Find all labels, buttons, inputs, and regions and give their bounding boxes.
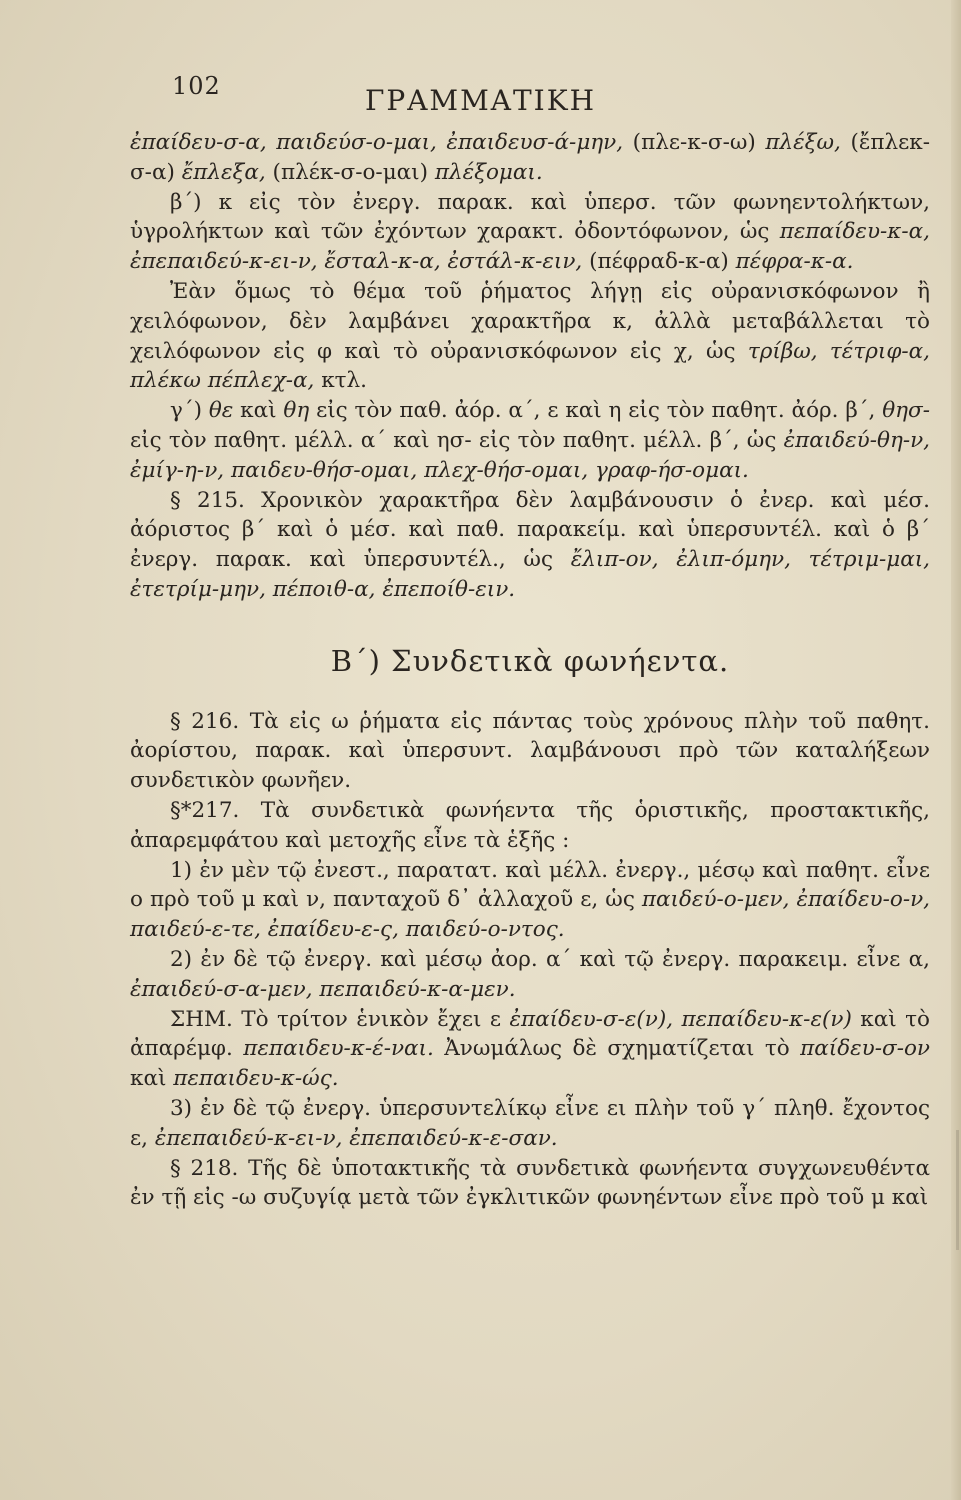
paragraph	[130, 188, 930, 277]
text-run: 1) ἐν μὲν τῷ ἐνεστ., παρατατ. καὶ μέλλ. ἐνεργ., μέσῳ καὶ παθητ. εἶνε ο πρὸ τοῦ μ καὶ ν, πανταχοῦ δ᾽ ἀλλαχοῦ ε, ὡς	[130, 857, 930, 913]
text-run: 3) ἐν δὲ τῷ ἐνεργ. ὑπερσυντελίκῳ εἶνε ει πλὴν τοῦ γ΄ πληθ. ἔχοντος ε,	[130, 1095, 930, 1151]
paragraph	[130, 856, 930, 945]
paragraph	[130, 945, 930, 1005]
section-heading: Β΄) Συνδετικὰ φωνήεντα.	[330, 643, 730, 678]
paragraphs-bottom	[130, 707, 930, 1214]
text-run: εἰς τὸν παθητ. μέλλ. α΄ καὶ ησ- εἰς τὸν παθητ. μέλλ. β΄, ὡς	[130, 427, 784, 453]
paragraph	[130, 396, 930, 485]
running-head: ΓΡΑΜΜΑΤΙΚΗ	[364, 84, 597, 117]
italic-text: ἐπαίδευ-σ-ε(ν), πεπαίδευ-κ-ε(ν)	[509, 1006, 852, 1032]
text-run: Ἀνωμάλως δὲ σχηματίζεται τὸ	[433, 1036, 801, 1062]
italic-text: πεπαιδευ-κ-έ-ναι.	[243, 1036, 434, 1062]
italic-text: πλέξω,	[765, 130, 841, 155]
text-run: (πλέκ-σ-ο-μαι)	[265, 159, 435, 185]
italic-text: τρίβω, τέτριφ-α, πλέκω πέπλεχ-α,	[130, 338, 930, 394]
text-run: (πέφραδ-κ-α)	[582, 249, 736, 275]
paragraph	[130, 1154, 930, 1214]
text-run: (πλε-κ-σ-ω)	[623, 130, 766, 155]
text-run: (ἔπλεκ-σ-α)	[130, 130, 930, 185]
italic-text: πεπαίδευ-κ-α, ἐπεπαιδεύ-κ-ει-ν, ἔσταλ-κ-α, ἐστάλ-κ-ειν,	[130, 219, 930, 275]
body-text	[130, 128, 930, 1213]
italic-text: θησ-	[882, 398, 930, 424]
paragraphs-top	[130, 128, 930, 605]
text-run: §*217. Τὰ συνδετικὰ φωνήεντα τῆς ὁριστικῆς, προστακτικῆς, ἀπαρεμφάτου καὶ μετοχῆς εἶνε τὰ ἑξῆς :	[130, 797, 930, 853]
paragraph	[130, 128, 930, 188]
text-run: γ΄)	[170, 398, 209, 424]
italic-text: ἔπλεξα,	[181, 159, 266, 185]
italic-text: ἐπαίδευ-σ-α, παιδεύσ-ο-μαι, ἐπαιδευσ-ά-μην,	[130, 130, 624, 155]
text-run: β΄) κ εἰς τὸν ἐνεργ. παρακ. καὶ ὑπερσ. τῶν φωνηεντολήκτων, ὑγρολήκτων καὶ τῶν ἐχόντων χαρακτ. ὀδοντόφωνον, ὡς	[130, 189, 930, 245]
page-edge	[951, 0, 961, 1500]
italic-text: ἔλιπ-ον, ἐλιπ-όμην, τέτριμ-μαι, ἐτετρίμ-μην, πέποιθ-α, ἐπεποίθ-ειν.	[130, 547, 930, 602]
text-run: ΣΗΜ. Τὸ τρίτον ἑνικὸν ἔχει ε	[170, 1006, 510, 1032]
text-run: εἰς τὸν παθ. ἀόρ. α΄, ε καὶ η εἰς τὸν παθητ. ἀόρ. β΄,	[309, 398, 883, 424]
italic-text: θη	[283, 398, 310, 424]
text-run: καὶ	[130, 1066, 174, 1092]
italic-text: παιδεύ-ο-μεν, ἐπαίδευ-ο-ν, παιδεύ-ε-τε, ἐπαίδευ-ε-ς, παιδεύ-ο-ντος.	[130, 887, 930, 943]
text-run: § 218. Τῆς δὲ ὑποτακτικῆς τὰ συνδετικὰ φωνήεντα συγχωνευθέντα ἐν τῇ εἰς -ω συζυγίᾳ μετὰ τῶν ἐγκλιτικῶν φωνηέντων εἶνε πρὸ τοῦ μ καὶ	[130, 1155, 930, 1211]
italic-text: θε	[208, 398, 234, 424]
italic-text: πεπαιδευ-κ-ώς.	[173, 1066, 339, 1092]
italic-text: ἐπεπαιδεύ-κ-ει-ν, ἐπεπαιδεύ-κ-ε-σαν.	[154, 1125, 558, 1151]
text-run: 2) ἐν δὲ τῷ ἐνεργ. καὶ μέσῳ ἀορ. α΄ καὶ τῷ ἐνεργ. παρακειμ. εἶνε α,	[170, 946, 930, 972]
text-run: § 215. Χρονικὸν χαρακτῆρα δὲν λαμβάνουσιν ὁ ἐνερ. καὶ μέσ. ἀόριστος β΄ καὶ ὁ μέσ. καὶ παθ. παρακείμ. καὶ ὑπερσυντέλ. καὶ ὁ β΄ ἐνεργ. παρακ. καὶ ὑπερσυντέλ., ὡς	[130, 487, 930, 573]
paragraph	[130, 1005, 930, 1094]
text-run: Ἐὰν ὅμως τὸ θέμα τοῦ ῥήματος λήγῃ εἰς οὐρανισκόφωνον ἢ χειλόφωνον, δὲν λαμβάνει χαρακτῆρα κ, ἀλλὰ μεταβάλλεται τὸ χειλόφωνον εἰς φ καὶ τὸ οὐρανισκόφωνον εἰς χ, ὡς	[130, 278, 930, 364]
text-run: κτλ.	[314, 368, 368, 394]
text-run: καὶ τὸ ἀπαρέμφ.	[130, 1006, 930, 1062]
paragraph	[130, 277, 930, 396]
binding-shadow	[956, 1130, 959, 1250]
paragraph	[130, 1094, 930, 1154]
text-run: § 216. Τὰ εἰς ω ῥήματα εἰς πάντας τοὺς χρόνους πλὴν τοῦ παθητ. ἀορίστου, παρακ. καὶ ὑπερσυντ. λαμβάνουσι πρὸ τῶν καταλήξεων συνδετικὸν φωνῆεν.	[130, 708, 930, 794]
italic-text: παίδευ-σ-ον	[800, 1036, 930, 1062]
text-run: καὶ	[233, 398, 284, 424]
paragraph	[130, 486, 930, 605]
paragraph	[130, 707, 930, 796]
italic-text: πέφρα-κ-α.	[735, 249, 854, 275]
italic-text: πλέξομαι.	[434, 159, 543, 185]
italic-text: ἐπαιδεύ-σ-α-μεν, πεπαιδεύ-κ-α-μεν.	[130, 976, 516, 1002]
italic-text: ἐπαιδεύ-θη-ν, ἐμίγ-η-ν, παιδευ-θήσ-ομαι, πλεχ-θήσ-ομαι, γραφ-ήσ-ομαι.	[130, 427, 930, 483]
page-number: 102	[172, 72, 221, 100]
paragraph	[130, 796, 930, 856]
